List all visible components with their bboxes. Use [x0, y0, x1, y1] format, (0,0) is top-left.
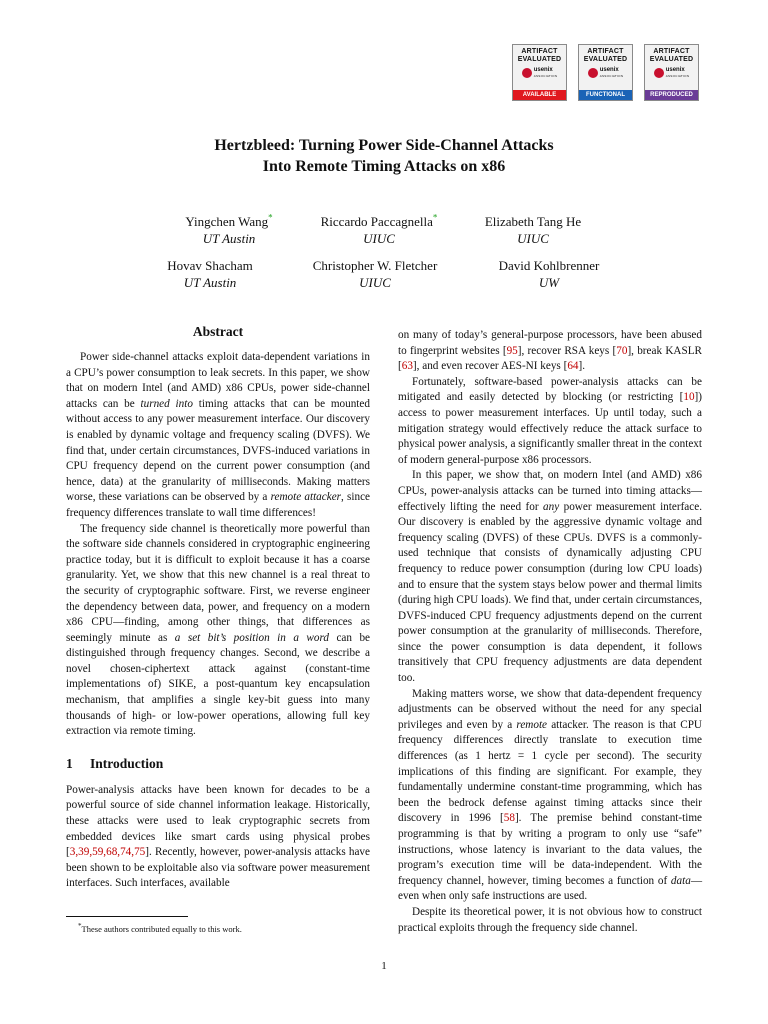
author-block: Yingchen Wang* UT Austin: [139, 213, 319, 247]
badge-title: ARTIFACT EVALUATED: [649, 48, 694, 63]
body-paragraph: on many of today’s general-purpose processors, have been abused to fingerprint websites [95], recover RSA keys [70], break KASLR [63], and even recover AES-NI keys [64].: [398, 329, 702, 373]
badge-label: AVAILABLE: [513, 90, 566, 100]
author-affiliation: UW: [538, 275, 560, 290]
author-name: Yingchen Wang: [185, 214, 269, 229]
citation-link[interactable]: 10: [683, 391, 695, 404]
author-block: [459, 257, 639, 291]
citation-link[interactable]: 63: [401, 360, 413, 373]
badge-functional: [578, 44, 633, 101]
citation-link[interactable]: 64: [567, 360, 579, 373]
footnote: *These authors contributed equally to this work.: [78, 922, 242, 934]
badge-reproduced: [644, 44, 699, 101]
author-block: [120, 257, 300, 291]
badge-available: [512, 44, 567, 101]
author-name: Elizabeth Tang He: [484, 214, 582, 229]
abstract-paragraph: Power side-channel attacks exploit data-dependent variations in a CPU’s power consumption to leak secrets. In this paper, we show that on modern Intel (and AMD) x86 CPUs, power side-channel attacks can be turned into timing attacks that can be mounted without access to any power measurement interface. Our discovery is enabled by dynamic voltage and frequency scaling (DVFS). We find that, under certain circumstances, DVFS-induced variations in CPU frequency depend on the current power consumption (and hence, data) at the granularity of milliseconds. Making matters worse, these variations can be observed by a remote attacker, since frequency differences translate to wall time differences!: [66, 351, 370, 519]
artifact-badges: [512, 44, 699, 101]
paper-title: Hertzbleed: Turning Power Side-Channel Attacks Into Remote Timing Attacks on x86: [214, 137, 554, 175]
body-paragraph: Power-analysis attacks have been known for decades to be a powerful source of side channel information leakage. Historically, these attacks were used to leak cryptographic secrets from embedded devices like smart cards using physical probes [3,39,59,68,74,75]. Recently, however, power-analysis attacks have been shown to be exploitable also via software power measurement interfaces. Such interfaces, available: [66, 783, 370, 890]
badge-title: ARTIFACT EVALUATED: [517, 48, 562, 63]
body-paragraph: In this paper, we show that, on modern Intel (and AMD) x86 CPUs, power-analysis attacks can be turned into timing attacks—effectively lifting the need for any power measurement interface. Our discovery is enabled by the aggressive dynamic voltage and frequency scaling (DVFS) of these CPUs. DVFS is a commonly-used technique that consists of dynamically adjusting CPU frequency to reduce power consumption (during low CPU loads) and to ensure that the system stays below power and thermal limits (during high CPU loads). We find that, under certain circumstances, DVFS-induced CPU frequency adjustments depend on the current power consumption at the granularity of milliseconds. Therefore, since the power consumption is data dependent, it follows transitively that CPU frequency adjustments are data dependent too.: [398, 469, 702, 685]
citation-link[interactable]: 3,39,59,68,74,75: [69, 846, 146, 859]
abstract-heading: Abstract: [192, 324, 244, 339]
badge-title: ARTIFACT EVALUATED: [583, 48, 628, 63]
body-paragraph: Fortunately, software-based power-analysis attacks can be mitigated and easily detected by blocking (or restricting [10]) access to power measurement interfaces. Up until today, such a mitigation strategy would effectively reduce the attack surface to physical power analysis, a significantly smaller threat in the context of modern general-purpose x86 processors.: [398, 375, 702, 466]
author-affiliation: UIUC: [363, 231, 395, 246]
usenix-logo: usenix ASSOCIATION: [579, 67, 632, 79]
footnote-rule: [66, 916, 188, 917]
author-affiliation: UIUC: [359, 275, 391, 290]
usenix-logo: usenix ASSOCIATION: [645, 67, 698, 79]
usenix-logo-icon: [522, 68, 532, 78]
author-name: Christopher W. Fletcher: [312, 258, 438, 273]
right-column: [398, 328, 702, 936]
page-number: 1: [381, 960, 387, 972]
usenix-logo: usenix ASSOCIATION: [513, 67, 566, 79]
left-column: [66, 322, 370, 892]
usenix-logo-icon: [588, 68, 598, 78]
section-heading: 1 Introduction: [66, 755, 164, 771]
badge-label: REPRODUCED: [645, 90, 698, 100]
author-name: Riccardo Paccagnella: [320, 214, 433, 229]
author-block: Riccardo Paccagnella* UIUC: [289, 213, 469, 247]
body-paragraph: Despite its theoretical power, it is not obvious how to construct practical exploits through the frequency side channel.: [398, 905, 702, 934]
author-name: Hovav Shacham: [167, 258, 253, 273]
author-affiliation: UT Austin: [202, 231, 256, 246]
citation-link[interactable]: 58: [503, 812, 515, 825]
author-affiliation: UIUC: [517, 231, 549, 246]
author-name: David Kohlbrenner: [498, 258, 600, 273]
citation-link[interactable]: 95: [506, 344, 518, 357]
abstract-paragraph: The frequency side channel is theoretically more powerful than the software side channels considered in cryptographic engineering practice today, but it is difficult to exploit because it has a coarse granularity. Yet, we show that this new channel is a real threat to the security of cryptographic software. First, we reverse engineer the dependency between data, power, and frequency on a modern x86 CPU—finding, among other things, that differences as seemingly minute as a set bit’s position in a word can be distinguished through frequency changes. Second, we describe a novel chosen-ciphertext attack against (constant-time implementations of) SIKE, a post-quantum key encapsulation mechanism, that amplifies a single key-bit guess into many thousands of high- or low-power operations, allowing full key extraction via remote timing.: [66, 522, 370, 738]
author-block: [443, 213, 623, 247]
body-paragraph: Making matters worse, we show that data-dependent frequency adjustments can be observed without the need for any special privileges and even by a remote attacker. The reason is that CPU frequency differences directly translate to execution time differences (as 1 hertz = 1 cycle per second). The security implications of this finding are significant. For example, they fundamentally undermine constant-time programming, which has been the bedrock defense against timing attacks since their discovery in 1996 [58]. The premise behind constant-time programming is that by writing a program to only use “safe” instructions, whose latency is invariant to the data values, the program’s execution time will be data-independent. With the frequency channel, however, timing becomes a function of data—even when only safe instructions are used.: [398, 687, 703, 903]
badge-label: FUNCTIONAL: [579, 90, 632, 100]
usenix-logo-icon: [654, 68, 664, 78]
author-affiliation: UT Austin: [183, 275, 237, 290]
citation-link[interactable]: 70: [616, 344, 628, 357]
author-block: [285, 257, 465, 291]
